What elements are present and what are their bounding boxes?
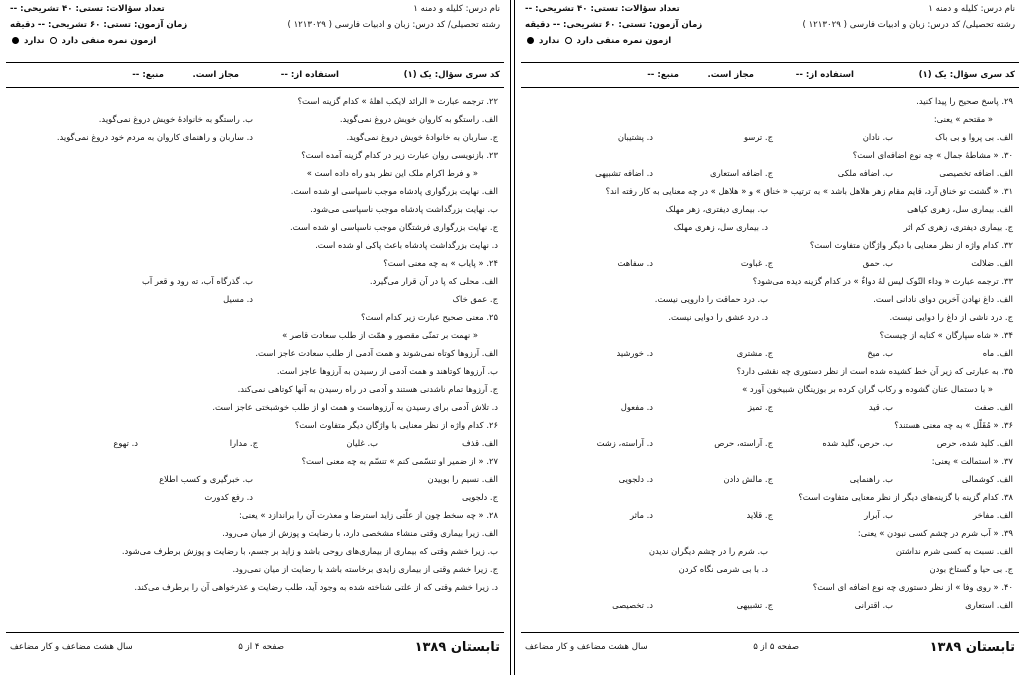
- question-line: ۳۷. « استمالت » یعنی:: [931, 456, 1013, 466]
- page-number: صفحه ۴ از ۵: [238, 642, 284, 652]
- field-code: رشته تحصیلی/ کد درس: زبان و ادبیات فارسی ( ۱۲۱۳۰۲۹ ): [802, 20, 1015, 30]
- question-line: الف. آرزوها کوتاه نمی‌شوند و همت آدمی از طلب سعادت عاجز است.: [255, 348, 498, 358]
- question-line: الف. ماه: [982, 348, 1013, 358]
- question-line: د. رفع کدورت: [204, 492, 253, 502]
- question-count: تعداد سؤالات: تستی: ۴۰ تشریحی: --: [10, 4, 165, 14]
- question-line: ب. میخ: [867, 348, 893, 358]
- question-line: ب. خبرگیری و کسب اطلاع: [159, 474, 253, 484]
- allowed-label: مجاز است.: [707, 70, 754, 80]
- radio-no-icon: [527, 37, 534, 44]
- exam-time: زمان آزمون: تستی: ۶۰ تشریحی: -- دقیقه: [10, 20, 188, 30]
- source-label: منبع: --: [132, 70, 164, 80]
- question-line: ج. ساربان به خانوادهٔ خویش دروغ نمی‌گوید.: [346, 132, 498, 142]
- question-line: د. تخصیصی: [612, 600, 653, 610]
- question-line: الف. کوشمالی: [961, 474, 1013, 484]
- question-series-bar: [6, 63, 504, 88]
- source-label: منبع: --: [647, 70, 679, 80]
- question-line: ج. زیرا خشم وقتی از بیماری زایدی برخاسته باشد با رضایت از میان نمی‌رود.: [232, 564, 498, 574]
- subject-label: نام درس: کلیله و دمنه ۱: [928, 4, 1015, 14]
- question-line: الف. نهایت بزرگواری پادشاه موجب ناسپاسی او شده است.: [290, 186, 498, 196]
- question-line: « با دستمال عنان گشوده و رکاب گران کرده بر بوزینگان شبیخون آورد »: [742, 384, 993, 394]
- question-line: ب. زیرا خشم وقتی که بیماری از بیماری‌های روحی باشد و زاید بر جسم، با رضایت و پوزش برطرف می‌شود.: [121, 546, 498, 556]
- question-line: ج. تمیز: [747, 402, 773, 412]
- page-footer: [521, 632, 1019, 675]
- question-line: ب. قید: [868, 402, 893, 412]
- series-code: کد سری سؤال: یک (۱): [918, 70, 1015, 80]
- question-line: ج. درد ناشی از داغ را دوایی نیست.: [889, 312, 1013, 322]
- questions-body: [6, 90, 504, 631]
- subject-label: نام درس: کلیله و دمنه ۱: [413, 4, 500, 14]
- question-line: ج. آراسته، حرص: [714, 438, 773, 448]
- question-line: الف. داغ نهادن آخرین دوای نادانی است.: [873, 294, 1013, 304]
- question-line: الف. بی پروا و بی باک: [935, 132, 1013, 142]
- question-line: ۲۳. بازنویسی روان عبارت زیر در کدام گزینه آمده است؟: [301, 150, 498, 160]
- question-line: الف. نسیم را بوییدن: [427, 474, 498, 484]
- question-line: ۲۷. « از ضمیر او تنسّمی کنم » تنسّم به چه معنی است؟: [301, 456, 498, 466]
- question-line: الف. مفاخر: [973, 510, 1013, 520]
- question-line: ج. آرزوها تمام ناشدنی هستند و آدمی در راه رسیدن به آنها کوتاهی نمی‌کند.: [237, 384, 498, 394]
- question-line: ۳۰. « مشاطهٔ جمال » چه نوع اضافه‌ای است؟: [852, 150, 1013, 160]
- allowed-use: استفاده از: --: [280, 70, 339, 80]
- question-line: د. ماثر: [629, 510, 653, 520]
- question-line: الف. کلید شده، حرص: [936, 438, 1013, 448]
- question-line: ب. آرزوها کوتاهند و همت آدمی از رسیدن به آرزوها عاجز است.: [276, 366, 498, 376]
- question-line: د. درد عشق را دوایی نیست.: [668, 312, 768, 322]
- question-count: تعداد سؤالات: تستی: ۴۰ تشریحی: --: [525, 4, 680, 14]
- radio-yes-icon: [565, 37, 572, 44]
- question-line: الف. صفت: [974, 402, 1013, 412]
- page-header: [521, 0, 1019, 63]
- series-code: کد سری سؤال: یک (۱): [403, 70, 500, 80]
- year-slogan: سال هشت مضاعف و کار مضاعف: [10, 642, 133, 652]
- question-line: ج. مشتری: [736, 348, 773, 358]
- page-number: صفحه ۵ از ۵: [753, 642, 799, 652]
- question-line: د. آراسته، زشت: [596, 438, 653, 448]
- question-line: د. سفاهت: [617, 258, 653, 268]
- question-line: ب. حرص، گلید شده: [822, 438, 893, 448]
- question-line: د. ساربان و راهنمای کاروان به مردم خود دروغ نمی‌گوید.: [56, 132, 253, 142]
- exam-season: تابستان ۱۳۸۹: [414, 640, 500, 655]
- year-slogan: سال هشت مضاعف و کار مضاعف: [525, 642, 648, 652]
- question-line: ۳۵. به عبارتی که زیر آن خط کشیده شده است از نظر دستوری چه نقشی دارد؟: [736, 366, 1013, 376]
- question-line: ج. غباوت: [740, 258, 773, 268]
- question-line: ج. عمق خاک: [452, 294, 498, 304]
- question-line: ۳۹. « آب شرم در چشم کسی نبودن » یعنی:: [857, 528, 1013, 538]
- question-line: د. نهایت بزرگداشت پادشاه باعث پاکی او شده است.: [315, 240, 498, 250]
- question-line: ج. بی حیا و گستاخ بودن: [929, 564, 1013, 574]
- question-line: د. مفعول: [620, 402, 653, 412]
- question-line: الف. راستگو به کاروان خویش دروغ نمی‌گوید.: [339, 114, 498, 124]
- question-line: د. بیماری سل، زهری مهلک: [673, 222, 768, 232]
- negative-mark-option: ازمون نمره منفی دارد ندارد: [525, 36, 671, 46]
- question-line: د. تهوع: [113, 438, 138, 448]
- page-header: [6, 0, 504, 63]
- question-line: ۲۶. کدام واژه از نظر معنایی با واژگان دیگر متفاوت است؟: [294, 420, 498, 430]
- question-line: الف. ضلالت: [971, 258, 1013, 268]
- question-line: الف. بیماری سل، زهری کیاهی: [907, 204, 1013, 214]
- question-line: ب. راهنمایی: [849, 474, 893, 484]
- question-line: د. خورشید: [616, 348, 653, 358]
- question-line: « مقتحم » یعنی:: [933, 114, 993, 124]
- negative-mark-option: ازمون نمره منفی دارد ندارد: [10, 36, 156, 46]
- question-line: ۲۵. معنی صحیح عبارت زیر کدام است؟: [360, 312, 498, 322]
- question-line: ۲۲. ترجمه عبارت « الرائد لایکب اهلهٔ » کدام گزینه است؟: [297, 96, 498, 106]
- question-line: ۳۳. ترجمه عبارت « وداء النّوک لیس لهٔ دواءٌ » در کدام گزینه دیده می‌شود؟: [752, 276, 1013, 286]
- allowed-use: استفاده از: --: [795, 70, 854, 80]
- question-line: ب. راستگو به خانوادهٔ خویش دروغ نمی‌گوید.: [98, 114, 253, 124]
- question-line: ب. نادان: [862, 132, 893, 142]
- field-code: رشته تحصیلی/ کد درس: زبان و ادبیات فارسی ( ۱۲۱۳۰۲۹ ): [287, 20, 500, 30]
- question-line: الف. نسبت به کسی شرم نداشتن: [895, 546, 1013, 556]
- question-line: ب. نهایت بزرگداشت پادشاه موجب ناسپاسی می‌شود.: [310, 204, 498, 214]
- exam-page-left: [0, 0, 511, 675]
- question-line: ۳۲. کدام واژه از نظر معنایی با دیگر واژگان متفاوت است؟: [809, 240, 1013, 250]
- question-line: ب. اضافه ملکی: [837, 168, 893, 178]
- question-line: ج. دلجویی: [461, 492, 498, 502]
- questions-body: [521, 90, 1019, 631]
- question-line: ج. بیماری دیفتری، زهری کم اثر: [903, 222, 1013, 232]
- question-line: الف. محلی که پا در آن قرار می‌گیرد.: [369, 276, 498, 286]
- question-line: د. دلجویی: [618, 474, 653, 484]
- question-line: ج. مدارا: [229, 438, 258, 448]
- question-line: ۳۸. کدام گزینه با گزینه‌های دیگر از نظر معنایی متفاوت است؟: [798, 492, 1013, 502]
- question-line: ۳۴. « شاه سپارگان » کنایه از چیست؟: [879, 330, 1013, 340]
- exam-season: تابستان ۱۳۸۹: [929, 640, 1015, 655]
- question-line: د. تلاش آدمی برای رسیدن به آرزوهاست و همت او از طلب خوشبختی عاجز است.: [212, 402, 498, 412]
- question-line: ج. اضافه استعاری: [710, 168, 773, 178]
- question-line: د. مسیل: [223, 294, 253, 304]
- exam-time: زمان آزمون: تستی: ۶۰ تشریحی: -- دقیقه: [525, 20, 703, 30]
- question-line: الف. استعاری: [965, 600, 1013, 610]
- question-line: ب. غلیان: [346, 438, 378, 448]
- question-line: ۲۸. « چه سخط چون از علّتی زاید استرضا و معذرت آن را براندازد » یعنی:: [239, 510, 498, 520]
- question-line: ب. حمق: [862, 258, 893, 268]
- question-line: د. اضافه تشبیهی: [595, 168, 653, 178]
- question-line: ج. قلاید: [746, 510, 773, 520]
- page-footer: [6, 632, 504, 675]
- question-line: « نهمت بر تمنّی مقصور و همّت از طلب سعادت قاصر »: [282, 330, 478, 340]
- exam-page-right: [514, 0, 1024, 675]
- question-line: الف. زیرا بیماری وقتی منشاء مشخصی دارد، با رضایت و پوزش از میان می‌رود.: [222, 528, 498, 538]
- question-line: ج. ترسو: [743, 132, 773, 142]
- question-line: د. پشتیبان: [617, 132, 653, 142]
- question-line: الف. قذف: [462, 438, 498, 448]
- question-line: ب. آبرار: [864, 510, 893, 520]
- question-line: ج. مالش دادن: [723, 474, 773, 484]
- radio-yes-icon: [50, 37, 57, 44]
- question-line: ۳۶. « مُقَلّل » به چه معنی هستند؟: [894, 420, 1013, 430]
- question-line: الف. اضافه تخصیصی: [939, 168, 1013, 178]
- question-line: ج. نهایت بزرگواری فرشتگان موجب ناسپاسی او شده است.: [290, 222, 498, 232]
- allowed-label: مجاز است.: [192, 70, 239, 80]
- question-line: ب. گذرگاه آب، ته رود و قعر آب: [141, 276, 253, 286]
- question-line: ب. اقترانی: [854, 600, 893, 610]
- question-line: ۲۴. « پایاب » به چه معنی است؟: [383, 258, 498, 268]
- question-series-bar: [521, 63, 1019, 88]
- question-line: ب. درد حماقت را دارویی نیست.: [654, 294, 768, 304]
- question-line: ب. بیماری دیفتری، زهر مهلک: [665, 204, 768, 214]
- question-line: د. زیرا خشم وقتی که از علتی شناخته شده به وجود آید، طلب رضایت و عذرخواهی آن را برطرف می‌کند.: [134, 582, 498, 592]
- question-line: ب. شرم را در چشم دیگران ندیدن: [648, 546, 768, 556]
- question-line: ۳۱. « گشتت تو خناق آرد، قایم مقام زهر هلاهل باشد » به ترتیب « خناق » و « هلاهل » در چه معنایی به کار رفته اند؟: [605, 186, 1013, 196]
- question-line: د. با بی شرمی نگاه کردن: [678, 564, 768, 574]
- question-line: ۲۹. پاسخ صحیح را پیدا کنید.: [916, 96, 1013, 106]
- question-line: « و فرط اکرام ملک این نظر بدو راه داده است »: [306, 168, 478, 178]
- question-line: ۴۰. « روی وفا » از نظر دستوری چه نوع اضافه ای است؟: [812, 582, 1013, 592]
- radio-no-icon: [12, 37, 19, 44]
- question-line: ج. تشبیهی: [736, 600, 773, 610]
